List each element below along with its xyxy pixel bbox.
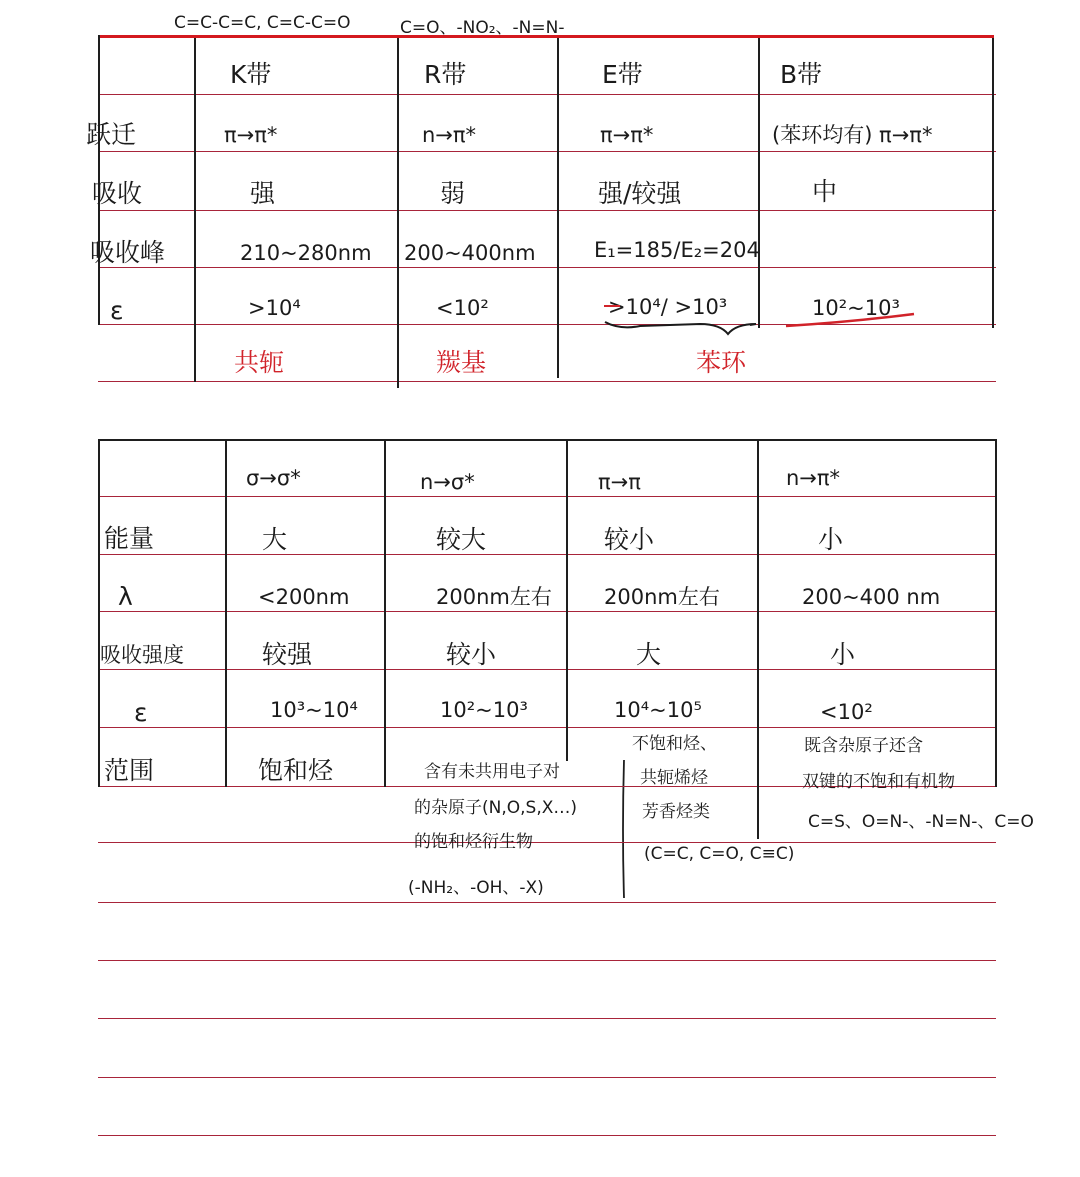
range-note: C=S、O=N-、-N=N-、C=O xyxy=(808,812,1034,832)
t1-row-label: 吸收 xyxy=(92,179,143,208)
t1-cell: 中 xyxy=(812,177,838,206)
t1-cell: E₁=185/E₂=204 xyxy=(594,238,760,262)
t1-cell: 210~280nm xyxy=(240,241,372,265)
t2-row-label: ε xyxy=(134,698,148,727)
t1-cell: >10⁴/ >10³ xyxy=(608,295,728,319)
t1-cell: 强/较强 xyxy=(598,179,682,208)
t1-cell: >10⁴ xyxy=(248,296,301,320)
range-note: (-NH₂、-OH、-X) xyxy=(408,878,544,898)
ruled-line xyxy=(98,960,996,961)
divider-curve xyxy=(623,760,624,898)
ruled-line xyxy=(98,1135,996,1136)
range-note: 共轭烯烃 xyxy=(640,768,708,788)
t1-col-header: E带 xyxy=(602,60,643,89)
ruled-line xyxy=(98,554,996,555)
range-note: 双键的不饱和有机物 xyxy=(802,772,955,792)
t1-col-header: B带 xyxy=(780,60,823,89)
t1-cell: π→π* xyxy=(224,123,278,147)
t2-cell: 小 xyxy=(818,525,844,554)
table-2-top-border xyxy=(98,439,996,441)
range-note: 含有未共用电子对 xyxy=(424,762,560,782)
range-note: 不饱和烃、 xyxy=(632,734,717,754)
table-2-divider xyxy=(566,439,568,761)
t1-footer-label: 羰基 xyxy=(436,348,487,377)
underline-mark xyxy=(786,314,914,326)
t1-col-header: R带 xyxy=(424,60,467,89)
ruled-line xyxy=(98,727,996,728)
range-note: 的饱和烃衍生物 xyxy=(414,832,533,852)
t2-col-header: n→π* xyxy=(786,466,841,490)
ruled-line xyxy=(98,1018,996,1019)
t1-cell: 强 xyxy=(250,179,276,208)
ruled-line xyxy=(98,611,996,612)
t2-cell: 10⁴~10⁵ xyxy=(614,698,702,722)
t2-cell: 饱和烃 xyxy=(258,756,334,785)
t2-cell: 大 xyxy=(636,640,662,669)
t2-row-label: 范围 xyxy=(104,756,155,785)
t2-row-label: 吸收强度 xyxy=(100,643,184,667)
t2-row-label: 能量 xyxy=(104,524,155,553)
t1-footer-label: 共轭 xyxy=(234,348,285,377)
t2-cell: 200~400 nm xyxy=(802,585,941,609)
t1-row-label: ε xyxy=(110,296,124,325)
t2-cell: <10² xyxy=(820,700,873,724)
t1-cell: n→π* xyxy=(422,123,477,147)
t2-col-header: σ→σ* xyxy=(246,466,301,490)
t2-row-label: λ xyxy=(118,582,133,611)
t2-col-header: n→σ* xyxy=(420,470,475,494)
brace-mark xyxy=(605,322,756,334)
t1-col-header: K带 xyxy=(230,60,272,89)
t1-row-label: 跃迁 xyxy=(86,120,137,149)
ruled-line xyxy=(98,842,996,843)
header-formula-left: C=C-C=C, C=C-C=O xyxy=(174,13,351,33)
t1-cell: <10² xyxy=(436,296,489,320)
t2-cell: 较强 xyxy=(262,640,313,669)
ruled-line xyxy=(98,496,996,497)
t2-cell: 小 xyxy=(830,640,856,669)
t1-cell: 200~400nm xyxy=(404,241,536,265)
t2-cell: 较小 xyxy=(604,525,655,554)
table-2-border-left xyxy=(98,439,100,787)
ruled-line xyxy=(98,1077,996,1078)
t2-cell: 较小 xyxy=(446,640,497,669)
range-note: 芳香烃类 xyxy=(642,802,710,822)
t1-cell: 10²~10³ xyxy=(812,296,900,320)
t2-cell: 大 xyxy=(262,525,288,554)
t2-cell: 200nm左右 xyxy=(604,585,720,609)
ruled-line xyxy=(98,669,996,670)
ruled-line xyxy=(98,902,996,903)
t1-cell: (苯环均有) π→π* xyxy=(772,123,933,147)
t2-cell: 较大 xyxy=(436,525,487,554)
t2-col-header: π→π xyxy=(598,470,641,494)
t1-footer-label: 苯环 xyxy=(696,348,747,377)
table-2-border-right xyxy=(995,439,997,787)
t2-cell: 200nm左右 xyxy=(436,585,552,609)
range-note: 既含杂原子还含 xyxy=(804,736,923,756)
t2-cell: 10³~10⁴ xyxy=(270,698,358,722)
table-2-divider xyxy=(757,439,759,839)
header-formula-right: C=O、-NO₂、-N=N- xyxy=(400,18,565,38)
range-note: (C=C, C=O, C≡C) xyxy=(644,844,795,864)
table-2-divider xyxy=(225,439,227,787)
t2-cell: <200nm xyxy=(258,585,350,609)
range-note: 的杂原子(N,O,S,X…) xyxy=(414,798,578,818)
t1-cell: π→π* xyxy=(600,123,654,147)
t1-cell: 弱 xyxy=(440,179,466,208)
t2-cell: 10²~10³ xyxy=(440,698,528,722)
table-2-divider xyxy=(384,439,386,787)
t1-row-label: 吸收峰 xyxy=(90,238,166,267)
